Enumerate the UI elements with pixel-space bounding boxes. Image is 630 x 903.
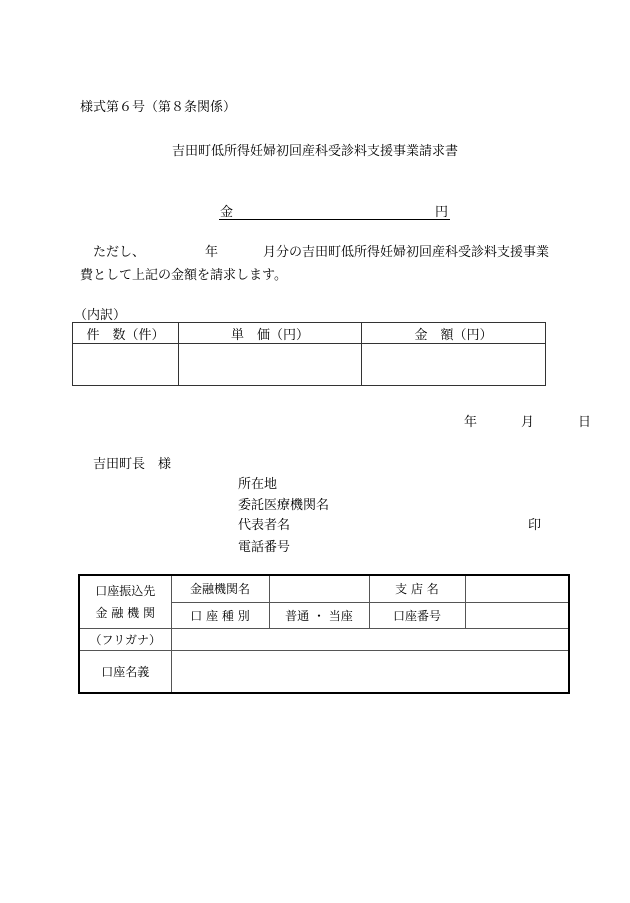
account-holder-label: 口座名義 (79, 650, 171, 693)
form-number: 様式第６号（第８条関係） (80, 100, 237, 115)
breakdown-table (72, 322, 546, 386)
institution-name-field[interactable] (269, 575, 369, 602)
unit-price-field[interactable] (179, 344, 362, 386)
count-field[interactable] (73, 344, 179, 386)
date-month: 月 (521, 415, 535, 430)
claim-line-1 (80, 241, 592, 264)
date-day: 日 (578, 415, 592, 430)
phone-label: 電話番号 (238, 540, 291, 555)
transfer-label-line-1: 口座振込先 (95, 583, 156, 598)
header-unit-price: 単 価（円） (179, 323, 362, 344)
furigana-label: （フリガナ） (79, 628, 171, 650)
addressee: 吉田町長 様 (93, 457, 172, 472)
breakdown-header-row (73, 323, 546, 344)
account-type-options[interactable]: 普通 ・ 当座 (269, 602, 369, 628)
amount-field[interactable] (362, 344, 546, 386)
account-number-field[interactable] (465, 602, 569, 628)
bank-account-table (78, 574, 570, 694)
seal-mark: 印 (528, 518, 542, 533)
furigana-field[interactable] (171, 628, 569, 650)
header-count: 件 数（件） (73, 323, 179, 344)
institution-name-label: 金融機関名 (171, 575, 269, 602)
transfer-label-line-2: 金 融 機 関 (95, 605, 155, 620)
claim-line-2: 費として上記の金額を請求します。 (80, 268, 287, 283)
breakdown-label: （内訳） (74, 308, 127, 323)
header-amount: 金 額（円） (362, 323, 546, 344)
bank-row-1 (79, 575, 569, 602)
claim-prefix: ただし、 (93, 245, 146, 260)
representative-label: 代表者名 (238, 518, 291, 533)
account-holder-row (79, 650, 569, 693)
institution-label: 委託医療機関名 (238, 498, 330, 513)
date-year: 年 (464, 415, 478, 430)
account-type-label: 口 座 種 別 (171, 602, 269, 628)
claim-year: 年 (205, 245, 219, 260)
branch-field[interactable] (465, 575, 569, 602)
amount-kin-label: 金 (220, 205, 234, 220)
claim-suffix: 月分の吉田町低所得妊婦初回産科受診料支援事業 (263, 245, 550, 260)
account-number-label: 口座番号 (369, 602, 465, 628)
amount-en-label: 円 (434, 205, 448, 220)
document-title: 吉田町低所得妊婦初回産科受診料支援事業請求書 (171, 144, 458, 159)
transfer-target-label (79, 575, 171, 628)
branch-label: 支 店 名 (369, 575, 465, 602)
claim-paragraph (80, 241, 592, 287)
amount-line (219, 201, 450, 220)
furigana-row (79, 628, 569, 650)
breakdown-entry-row (73, 344, 546, 386)
address-label: 所在地 (238, 477, 278, 492)
account-holder-field[interactable] (171, 650, 569, 693)
